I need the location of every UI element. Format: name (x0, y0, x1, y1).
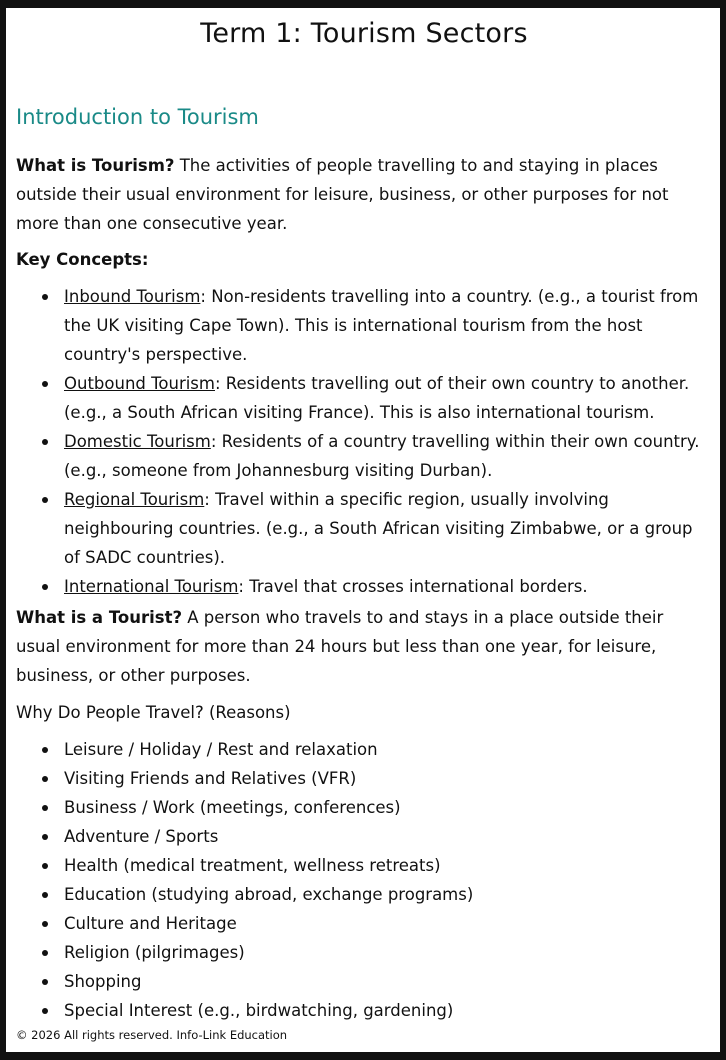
reason-text: Special Interest (e.g., birdwatching, gardening) (64, 1001, 454, 1020)
bullet-icon (42, 979, 48, 985)
tourist-definition (16, 603, 712, 690)
list-item (16, 485, 712, 572)
bullet-icon (42, 584, 48, 590)
bullet-icon (42, 381, 48, 387)
concept-text: : Residents of a country travelling within their own country. (e.g., someone from Johannesburg visiting Durban). (64, 432, 700, 480)
reason-text: Shopping (64, 972, 142, 991)
bullet-icon (42, 439, 48, 445)
list-item (16, 282, 712, 369)
bullet-icon (42, 294, 48, 300)
bullet-icon (42, 921, 48, 927)
bullet-icon (42, 497, 48, 503)
reason-text: Adventure / Sports (64, 827, 219, 846)
reason-text: Health (medical treatment, wellness retreats) (64, 856, 441, 875)
reason-text: Leisure / Holiday / Rest and relaxation (64, 740, 378, 759)
list-item (16, 369, 712, 427)
list-item (16, 880, 712, 909)
page-content (16, 8, 712, 1052)
concept-text: : Residents travelling out of their own country to another. (e.g., a South African visiting France). This is also international tourism. (64, 374, 690, 422)
list-item (16, 572, 712, 601)
list-item (16, 909, 712, 938)
concept-term: Regional Tourism (64, 490, 205, 509)
bullet-icon (42, 805, 48, 811)
bullet-icon (42, 834, 48, 840)
reasons-label: Why Do People Travel? (Reasons) (16, 703, 291, 722)
key-concepts-label: Key Concepts: (16, 250, 149, 269)
reason-text: Culture and Heritage (64, 914, 237, 933)
section-heading: Introduction to Tourism (16, 105, 259, 129)
reason-text: Education (studying abroad, exchange programs) (64, 885, 474, 904)
bullet-icon (42, 892, 48, 898)
tourism-definition (16, 151, 712, 238)
tourist-definition-text: A person who travels to and stays in a place outside their usual environment for more than 24 hours but less than one year, for leisure, business, or other purposes. (16, 608, 664, 685)
tourism-definition-text: The activities of people travelling to and staying in places outside their usual environment for leisure, business, or other purposes for not more than one consecutive year. (16, 156, 669, 233)
concept-text: : Non-residents travelling into a country. (e.g., a tourist from the UK visiting Cape Town). This is international tourism from the host country's perspective. (64, 287, 699, 364)
list-item (16, 822, 712, 851)
concept-term: Outbound Tourism (64, 374, 215, 393)
bullet-icon (42, 1008, 48, 1014)
list-item (16, 967, 712, 996)
tourism-question: What is Tourism? (16, 156, 175, 175)
list-item (16, 793, 712, 822)
reasons-list (16, 735, 712, 1025)
list-item (16, 427, 712, 485)
tourist-question: What is a Tourist? (16, 608, 183, 627)
concept-text: : Travel within a specific region, usually involving neighbouring countries. (e.g., a South African visiting Zimbabwe, or a group of SADC countries). (64, 490, 693, 567)
concept-term: International Tourism (64, 577, 239, 596)
bullet-icon (42, 950, 48, 956)
concept-term: Inbound Tourism (64, 287, 201, 306)
list-item (16, 938, 712, 967)
list-item (16, 996, 712, 1025)
key-concepts-list (16, 282, 712, 601)
concept-term: Domestic Tourism (64, 432, 211, 451)
bullet-icon (42, 863, 48, 869)
bullet-icon (42, 747, 48, 753)
bullet-icon (42, 776, 48, 782)
list-item (16, 851, 712, 880)
page-title: Term 1: Tourism Sectors (200, 18, 528, 49)
copyright-footer: © 2026 All rights reserved. Info-Link Education (16, 1028, 288, 1042)
reason-text: Religion (pilgrimages) (64, 943, 245, 962)
reason-text: Visiting Friends and Relatives (VFR) (64, 769, 357, 788)
list-item (16, 764, 712, 793)
concept-text: : Travel that crosses international borders. (238, 577, 588, 596)
list-item (16, 735, 712, 764)
reason-text: Business / Work (meetings, conferences) (64, 798, 401, 817)
